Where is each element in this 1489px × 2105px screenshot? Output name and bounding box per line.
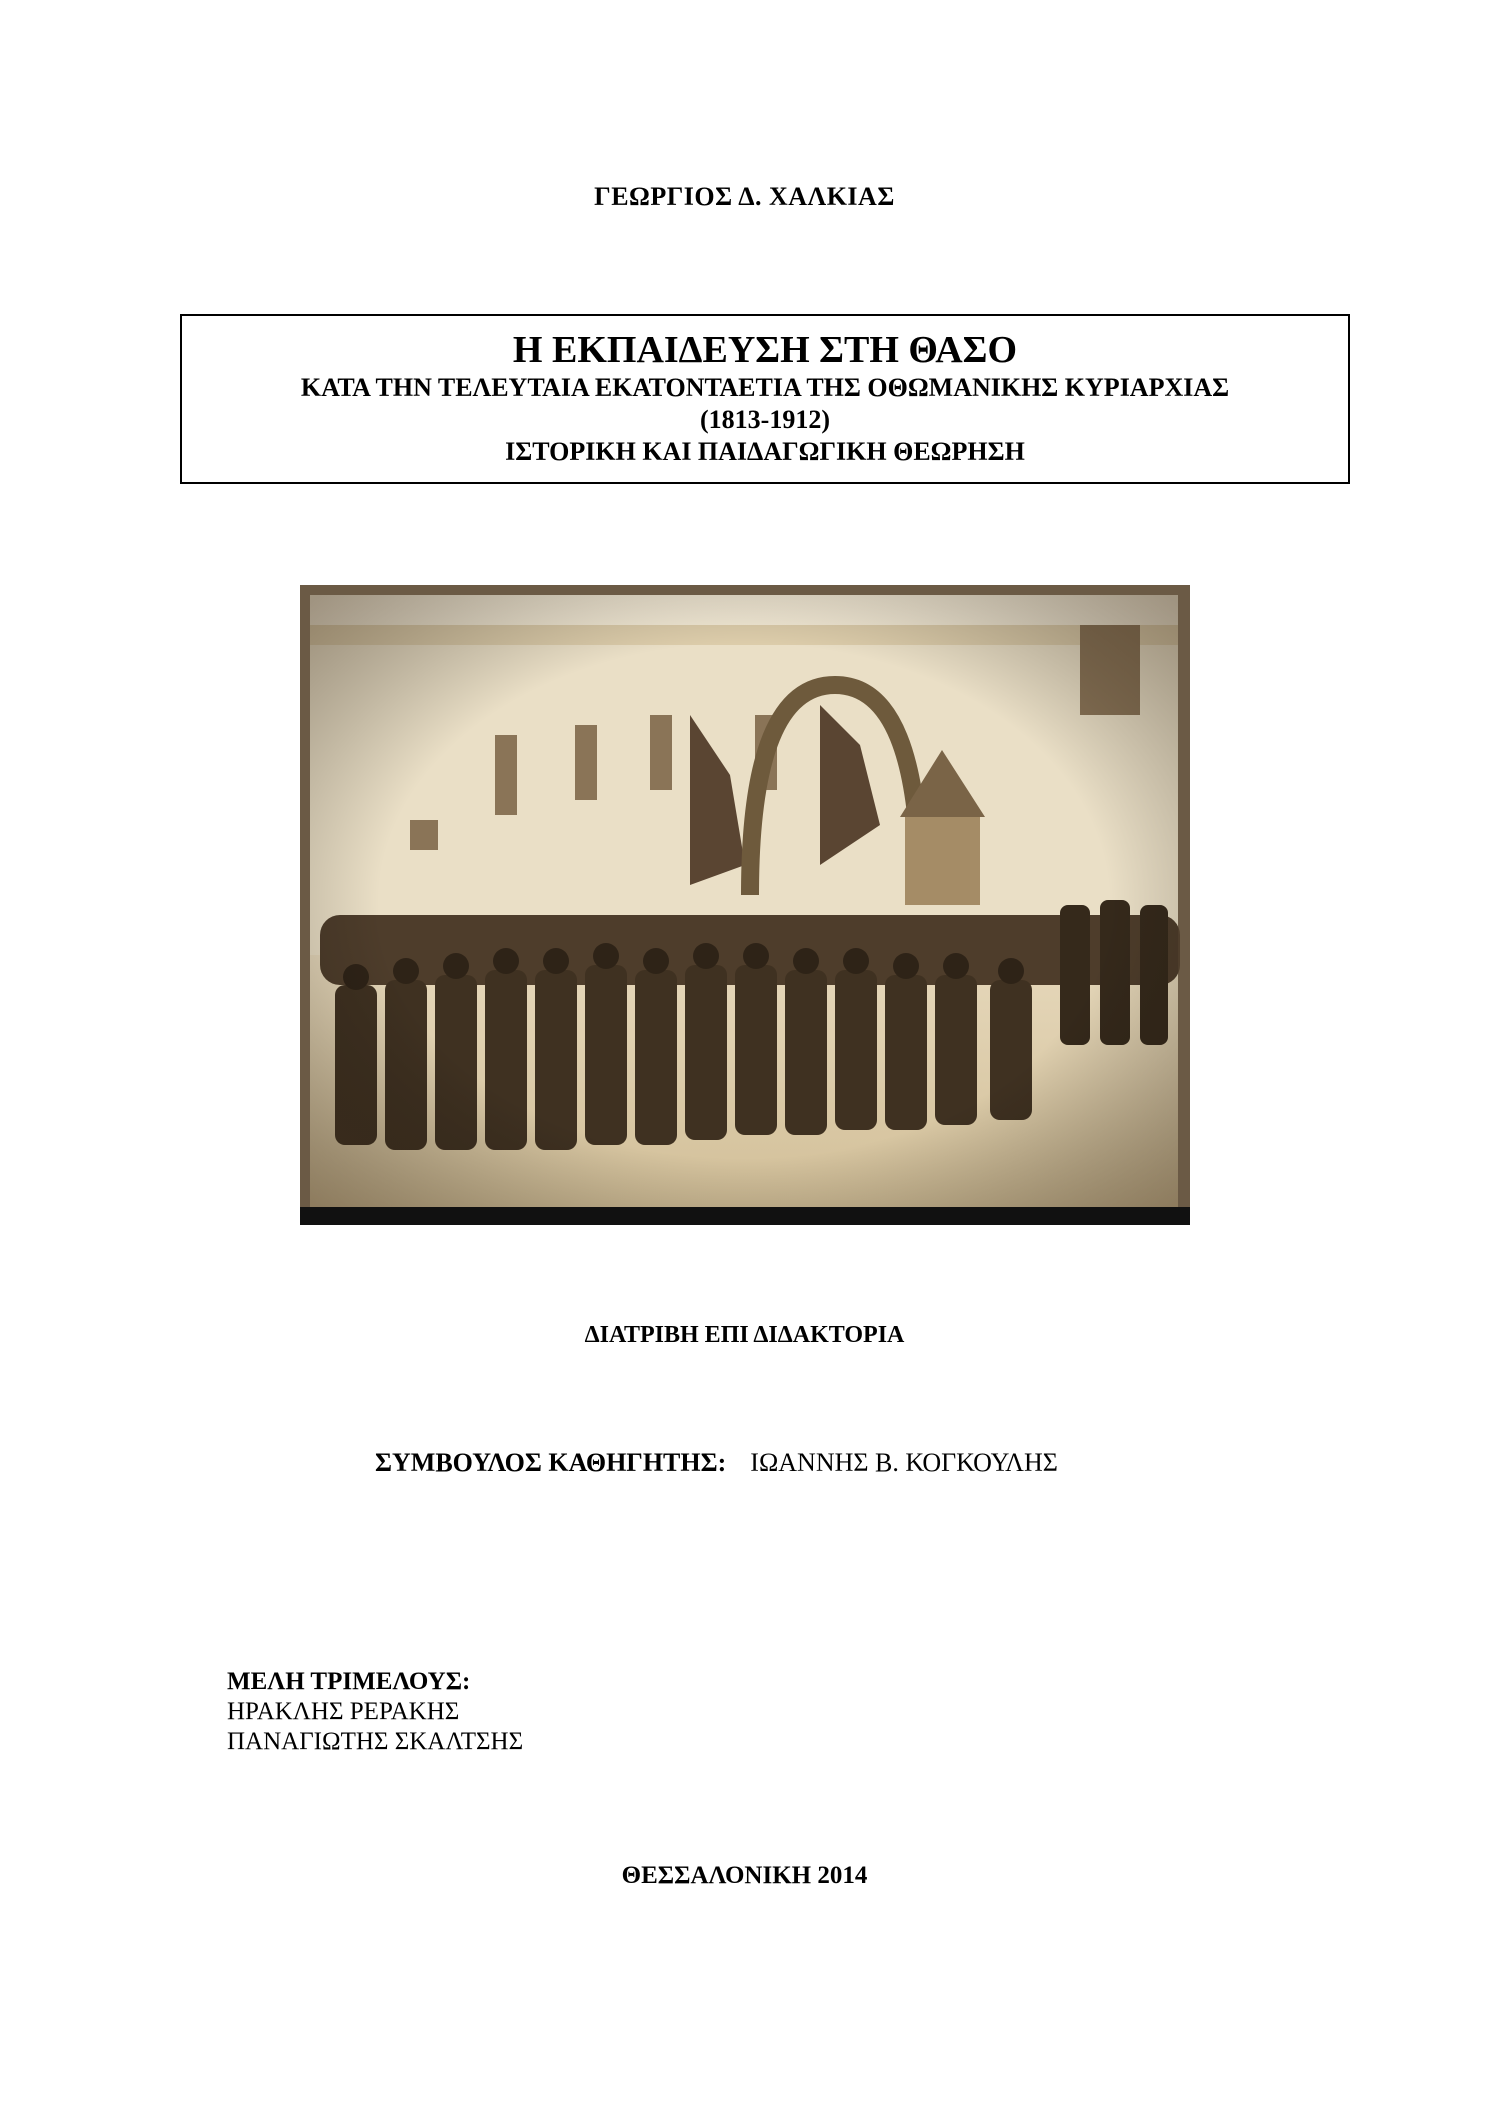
historical-school-photo	[300, 585, 1190, 1225]
committee-member: ΠΑΝΑΓΙΩΤΗΣ ΣΚΑΛΤΣΗΣ	[227, 1728, 524, 1755]
author-name: ΓΕΩΡΓΙΟΣ Δ. ΧΑΛΚΙΑΣ	[594, 182, 895, 211]
advisor-name: ΙΩΑΝΝΗΣ Β. ΚΟΓΚΟΥΛΗΣ	[750, 1448, 1058, 1477]
sepia-photo-illustration	[300, 585, 1190, 1225]
thesis-type: ΔΙΑΤΡΙΒΗ ΕΠΙ ΔΙΔΑΚΤΟΡΙΑ	[584, 1322, 905, 1348]
thesis-years: (1813-1912)	[700, 405, 830, 434]
title-box	[180, 314, 1350, 484]
advisor-label: ΣΥΜΒΟΥΛΟΣ ΚΑΘΗΓΗΤΗΣ:	[375, 1448, 727, 1477]
thesis-focus: ΙΣΤΟΡΙΚΗ ΚΑΙ ΠΑΙΔΑΓΩΓΙΚΗ ΘΕΩΡΗΣΗ	[505, 437, 1025, 466]
committee-label: ΜΕΛΗ ΤΡΙΜΕΛΟΥΣ:	[227, 1668, 471, 1695]
thesis-subtitle: ΚΑΤΑ ΤΗΝ ΤΕΛΕΥΤΑΙΑ ΕΚΑΤΟΝΤΑΕΤΙΑ ΤΗΣ ΟΘΩΜΑΝΙΚΗΣ ΚΥΡΙΑΡΧΙΑΣ	[300, 373, 1230, 402]
thesis-title: Η ΕΚΠΑΙΔΕΥΣΗ ΣΤΗ ΘΑΣΟ	[512, 329, 1018, 371]
advisor-line	[375, 1448, 1058, 1478]
committee-member: ΗΡΑΚΛΗΣ ΡΕΡΑΚΗΣ	[227, 1698, 460, 1725]
place-and-year: ΘΕΣΣΑΛΟΝΙΚΗ 2014	[621, 1862, 868, 1889]
committee-block	[227, 1667, 523, 1757]
